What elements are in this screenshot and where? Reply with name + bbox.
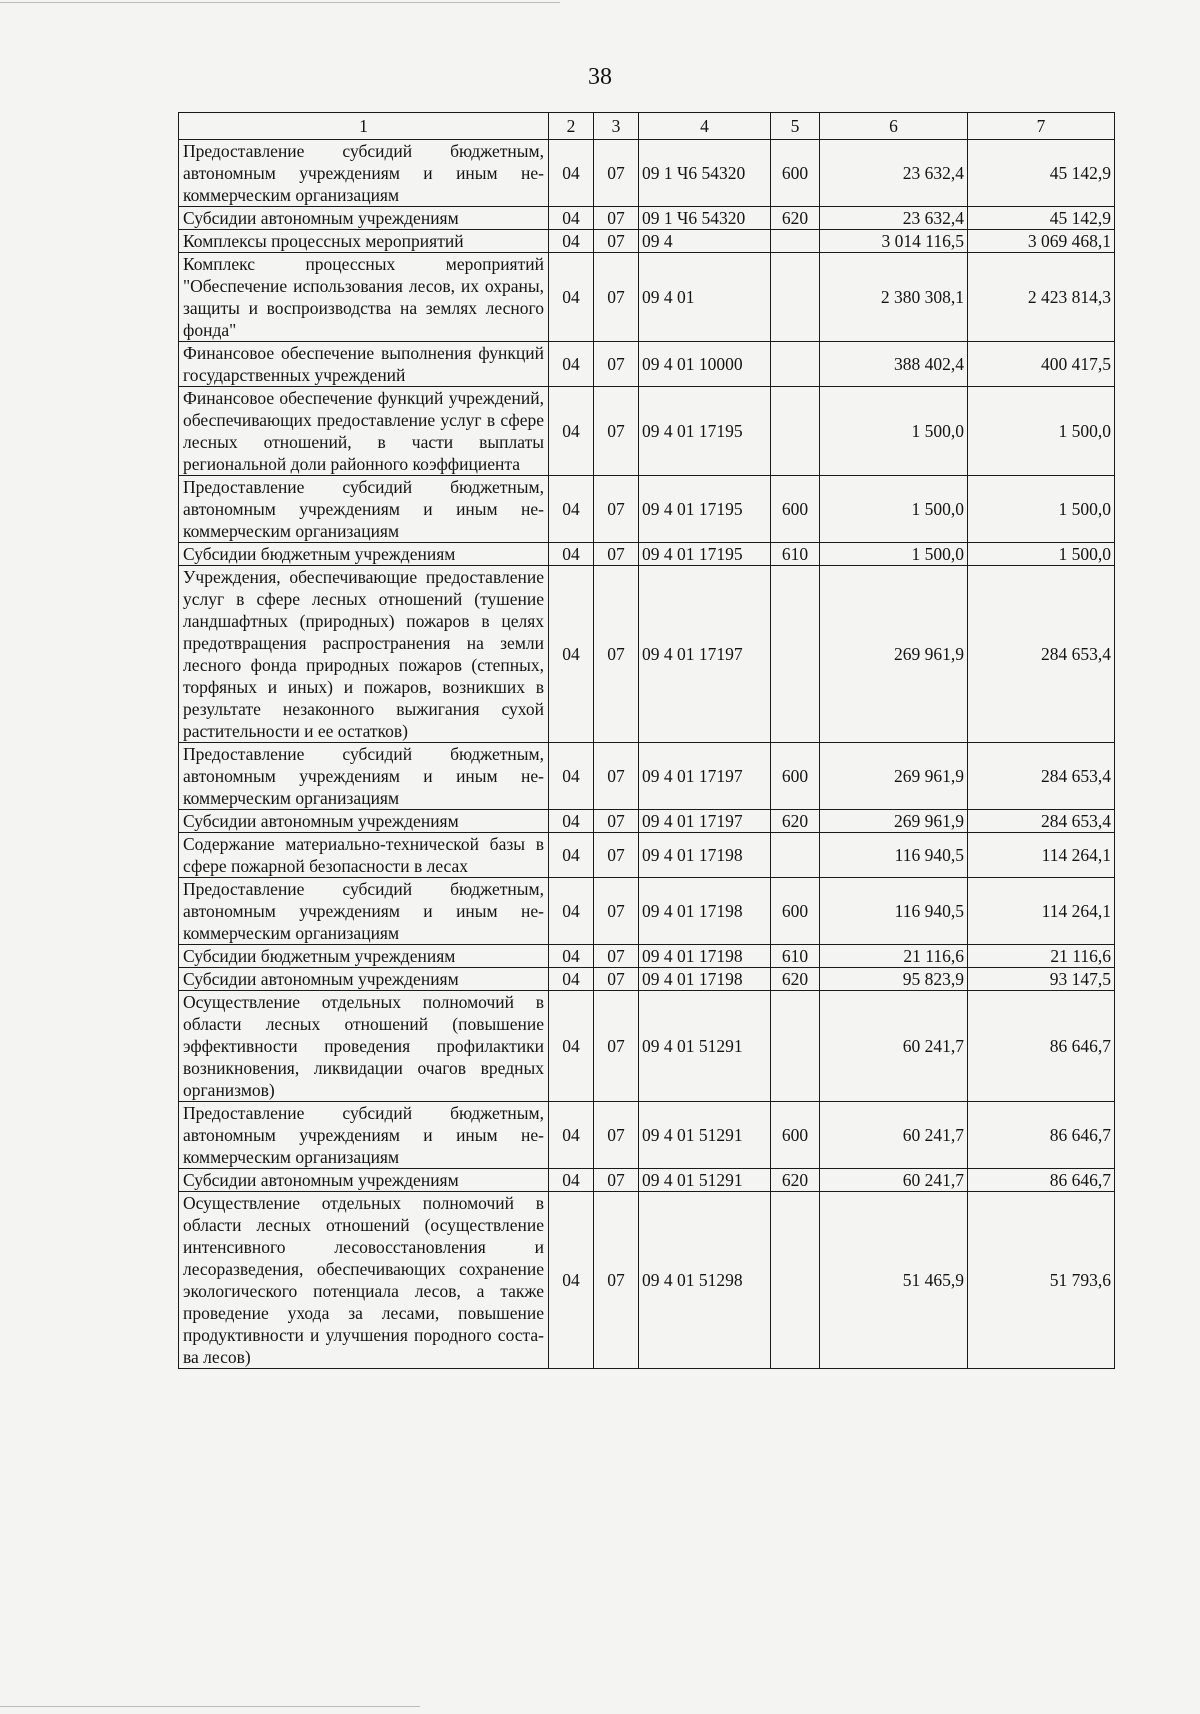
- expense-type-cell: 620: [771, 1169, 820, 1192]
- amount-year2-cell: 1 500,0: [968, 387, 1115, 476]
- row-name-cell: Содержание материально-технической базы в сфере пожарной безопасности в лесах: [179, 833, 549, 878]
- target-article-cell: 09 4 01 51291: [639, 991, 771, 1102]
- target-article-cell: 09 4 01 17198: [639, 833, 771, 878]
- amount-year2-cell: 45 142,9: [968, 140, 1115, 207]
- table-row: [179, 253, 1115, 342]
- section-cell: 04: [549, 476, 594, 543]
- subsection-cell: 07: [594, 342, 639, 387]
- table-row: [179, 1102, 1115, 1169]
- expense-type-cell: 620: [771, 968, 820, 991]
- section-cell: 04: [549, 253, 594, 342]
- section-cell: 04: [549, 833, 594, 878]
- expense-type-cell: [771, 566, 820, 743]
- table-row: [179, 878, 1115, 945]
- header-cell: 7: [968, 113, 1115, 140]
- target-article-cell: 09 4 01 17197: [639, 566, 771, 743]
- subsection-cell: 07: [594, 543, 639, 566]
- amount-year1-cell: 2 380 308,1: [820, 253, 968, 342]
- amount-year1-cell: 23 632,4: [820, 140, 968, 207]
- subsection-cell: 07: [594, 1192, 639, 1369]
- amount-year2-cell: 284 653,4: [968, 566, 1115, 743]
- row-name-cell: Финансовое обеспечение выполнения функций государственных учреждений: [179, 342, 549, 387]
- header-cell: 2: [549, 113, 594, 140]
- row-name-cell: Финансовое обеспечение функций учреждений, обеспечивающих предоставление услуг в сфере лесных отношений, в части выплаты региональной доли районного коэффициента: [179, 387, 549, 476]
- amount-year2-cell: 93 147,5: [968, 968, 1115, 991]
- expense-type-cell: [771, 991, 820, 1102]
- table-row: [179, 342, 1115, 387]
- subsection-cell: 07: [594, 833, 639, 878]
- table-row: [179, 991, 1115, 1102]
- amount-year2-cell: 3 069 468,1: [968, 230, 1115, 253]
- table-row: [179, 387, 1115, 476]
- expense-type-cell: 600: [771, 476, 820, 543]
- row-name-cell: Субсидии автономным учреждениям: [179, 968, 549, 991]
- table-header-row: [179, 113, 1115, 140]
- section-cell: 04: [549, 566, 594, 743]
- subsection-cell: 07: [594, 476, 639, 543]
- section-cell: 04: [549, 945, 594, 968]
- amount-year1-cell: 1 500,0: [820, 543, 968, 566]
- expense-type-cell: 600: [771, 140, 820, 207]
- header-cell: 5: [771, 113, 820, 140]
- amount-year1-cell: 95 823,9: [820, 968, 968, 991]
- table-row: [179, 476, 1115, 543]
- header-cell: 3: [594, 113, 639, 140]
- expense-type-cell: 610: [771, 543, 820, 566]
- section-cell: 04: [549, 140, 594, 207]
- subsection-cell: 07: [594, 1169, 639, 1192]
- amount-year2-cell: 51 793,6: [968, 1192, 1115, 1369]
- target-article-cell: 09 4 01: [639, 253, 771, 342]
- amount-year1-cell: 60 241,7: [820, 1169, 968, 1192]
- header-cell: 4: [639, 113, 771, 140]
- target-article-cell: 09 4: [639, 230, 771, 253]
- expense-type-cell: 610: [771, 945, 820, 968]
- expense-type-cell: 600: [771, 743, 820, 810]
- subsection-cell: 07: [594, 810, 639, 833]
- row-name-cell: Учреждения, обеспечивающие предоставление услуг в сфере лесных отношений (тушение ландшафтных (природных) пожаров в целях предотвращения распространения на земли лесного фонда природных пожаров (степных, торфяных и иных) и пожаров, возникших в результате незаконного выжигания сухой растительности и ее остатков): [179, 566, 549, 743]
- amount-year2-cell: 2 423 814,3: [968, 253, 1115, 342]
- row-name-cell: Предоставление субсидий бюджетным, автономным учреждениям и иным некоммерческим организациям: [179, 878, 549, 945]
- section-cell: 04: [549, 543, 594, 566]
- amount-year2-cell: 86 646,7: [968, 1169, 1115, 1192]
- row-name-cell: Комплексы процессных мероприятий: [179, 230, 549, 253]
- subsection-cell: 07: [594, 743, 639, 810]
- table-row: [179, 810, 1115, 833]
- target-article-cell: 09 1 Ч6 54320: [639, 140, 771, 207]
- row-name-cell: Субсидии автономным учреждениям: [179, 810, 549, 833]
- subsection-cell: 07: [594, 566, 639, 743]
- target-article-cell: 09 4 01 17198: [639, 945, 771, 968]
- section-cell: 04: [549, 207, 594, 230]
- amount-year2-cell: 86 646,7: [968, 991, 1115, 1102]
- target-article-cell: 09 4 01 17197: [639, 810, 771, 833]
- target-article-cell: 09 4 01 17198: [639, 878, 771, 945]
- section-cell: 04: [549, 387, 594, 476]
- table-row: [179, 968, 1115, 991]
- target-article-cell: 09 4 01 51291: [639, 1169, 771, 1192]
- row-name-cell: Предоставление субсидий бюджетным, автономным учреждениям и иным некоммерческим организациям: [179, 140, 549, 207]
- table-row: [179, 833, 1115, 878]
- subsection-cell: 07: [594, 968, 639, 991]
- table-row: [179, 945, 1115, 968]
- top-edge-line: [0, 2, 560, 3]
- section-cell: 04: [549, 878, 594, 945]
- table-row: [179, 543, 1115, 566]
- section-cell: 04: [549, 991, 594, 1102]
- row-name-cell: Предоставление субсидий бюджетным, автономным учреждениям и иным некоммерческим организациям: [179, 1102, 549, 1169]
- amount-year2-cell: 400 417,5: [968, 342, 1115, 387]
- expense-type-cell: 600: [771, 1102, 820, 1169]
- table-row: [179, 743, 1115, 810]
- subsection-cell: 07: [594, 230, 639, 253]
- amount-year2-cell: 114 264,1: [968, 878, 1115, 945]
- subsection-cell: 07: [594, 1102, 639, 1169]
- amount-year1-cell: 21 116,6: [820, 945, 968, 968]
- header-cell: 6: [820, 113, 968, 140]
- expense-type-cell: [771, 253, 820, 342]
- amount-year1-cell: 269 961,9: [820, 566, 968, 743]
- section-cell: 04: [549, 743, 594, 810]
- amount-year2-cell: 284 653,4: [968, 810, 1115, 833]
- amount-year1-cell: 116 940,5: [820, 833, 968, 878]
- bottom-edge-line: [0, 1706, 420, 1707]
- target-article-cell: 09 1 Ч6 54320: [639, 207, 771, 230]
- amount-year1-cell: 269 961,9: [820, 743, 968, 810]
- section-cell: 04: [549, 968, 594, 991]
- expense-type-cell: [771, 342, 820, 387]
- row-name-cell: Предоставление субсидий бюджетным, автономным учреждениям и иным некоммерческим организациям: [179, 476, 549, 543]
- section-cell: 04: [549, 1102, 594, 1169]
- amount-year1-cell: 388 402,4: [820, 342, 968, 387]
- amount-year1-cell: 23 632,4: [820, 207, 968, 230]
- section-cell: 04: [549, 1192, 594, 1369]
- expense-type-cell: 620: [771, 207, 820, 230]
- expense-type-cell: [771, 833, 820, 878]
- target-article-cell: 09 4 01 51291: [639, 1102, 771, 1169]
- amount-year2-cell: 114 264,1: [968, 833, 1115, 878]
- target-article-cell: 09 4 01 51298: [639, 1192, 771, 1369]
- subsection-cell: 07: [594, 253, 639, 342]
- expense-type-cell: 620: [771, 810, 820, 833]
- amount-year2-cell: 1 500,0: [968, 476, 1115, 543]
- row-name-cell: Субсидии бюджетным учреждениям: [179, 543, 549, 566]
- target-article-cell: 09 4 01 17198: [639, 968, 771, 991]
- row-name-cell: Предоставление субсидий бюджетным, автономным учреждениям и иным некоммерческим организациям: [179, 743, 549, 810]
- budget-table: [178, 112, 1115, 1369]
- table-row: [179, 230, 1115, 253]
- section-cell: 04: [549, 342, 594, 387]
- row-name-cell: Осуществление отдельных полномочий в области лесных отношений (повышение эффективности проведения профилактики возникновения, ликвидации очагов вредных организмов): [179, 991, 549, 1102]
- target-article-cell: 09 4 01 17195: [639, 476, 771, 543]
- amount-year1-cell: 60 241,7: [820, 1102, 968, 1169]
- subsection-cell: 07: [594, 387, 639, 476]
- target-article-cell: 09 4 01 10000: [639, 342, 771, 387]
- amount-year1-cell: 1 500,0: [820, 476, 968, 543]
- row-name-cell: Субсидии автономным учреждениям: [179, 207, 549, 230]
- target-article-cell: 09 4 01 17195: [639, 387, 771, 476]
- target-article-cell: 09 4 01 17197: [639, 743, 771, 810]
- subsection-cell: 07: [594, 878, 639, 945]
- expense-type-cell: [771, 230, 820, 253]
- target-article-cell: 09 4 01 17195: [639, 543, 771, 566]
- row-name-cell: Комплекс процессных мероприятий "Обеспечение использования лесов, их охраны, защиты и воспроизводства на землях лесного фонда": [179, 253, 549, 342]
- header-cell: 1: [179, 113, 549, 140]
- section-cell: 04: [549, 1169, 594, 1192]
- table-row: [179, 207, 1115, 230]
- amount-year1-cell: 1 500,0: [820, 387, 968, 476]
- page-number: 38: [588, 64, 612, 90]
- expense-type-cell: [771, 387, 820, 476]
- expense-type-cell: 600: [771, 878, 820, 945]
- subsection-cell: 07: [594, 991, 639, 1102]
- amount-year2-cell: 1 500,0: [968, 543, 1115, 566]
- table-row: [179, 1192, 1115, 1369]
- table-row: [179, 566, 1115, 743]
- amount-year2-cell: 21 116,6: [968, 945, 1115, 968]
- amount-year1-cell: 60 241,7: [820, 991, 968, 1102]
- amount-year2-cell: 86 646,7: [968, 1102, 1115, 1169]
- amount-year1-cell: 116 940,5: [820, 878, 968, 945]
- amount-year2-cell: 284 653,4: [968, 743, 1115, 810]
- section-cell: 04: [549, 230, 594, 253]
- table-row: [179, 140, 1115, 207]
- row-name-cell: Субсидии автономным учреждениям: [179, 1169, 549, 1192]
- row-name-cell: Осуществление отдельных полномочий в области лесных отношений (осуществление интенсивного лесовосстановления и лесоразведения, обеспечивающих сохранение экологического потенциала лесов, а также проведение ухода за лесами, повышение продуктивности и улучшения породного состава лесов): [179, 1192, 549, 1369]
- table-row: [179, 1169, 1115, 1192]
- subsection-cell: 07: [594, 945, 639, 968]
- amount-year1-cell: 269 961,9: [820, 810, 968, 833]
- expense-type-cell: [771, 1192, 820, 1369]
- amount-year2-cell: 45 142,9: [968, 207, 1115, 230]
- subsection-cell: 07: [594, 140, 639, 207]
- row-name-cell: Субсидии бюджетным учреждениям: [179, 945, 549, 968]
- section-cell: 04: [549, 810, 594, 833]
- amount-year1-cell: 51 465,9: [820, 1192, 968, 1369]
- amount-year1-cell: 3 014 116,5: [820, 230, 968, 253]
- subsection-cell: 07: [594, 207, 639, 230]
